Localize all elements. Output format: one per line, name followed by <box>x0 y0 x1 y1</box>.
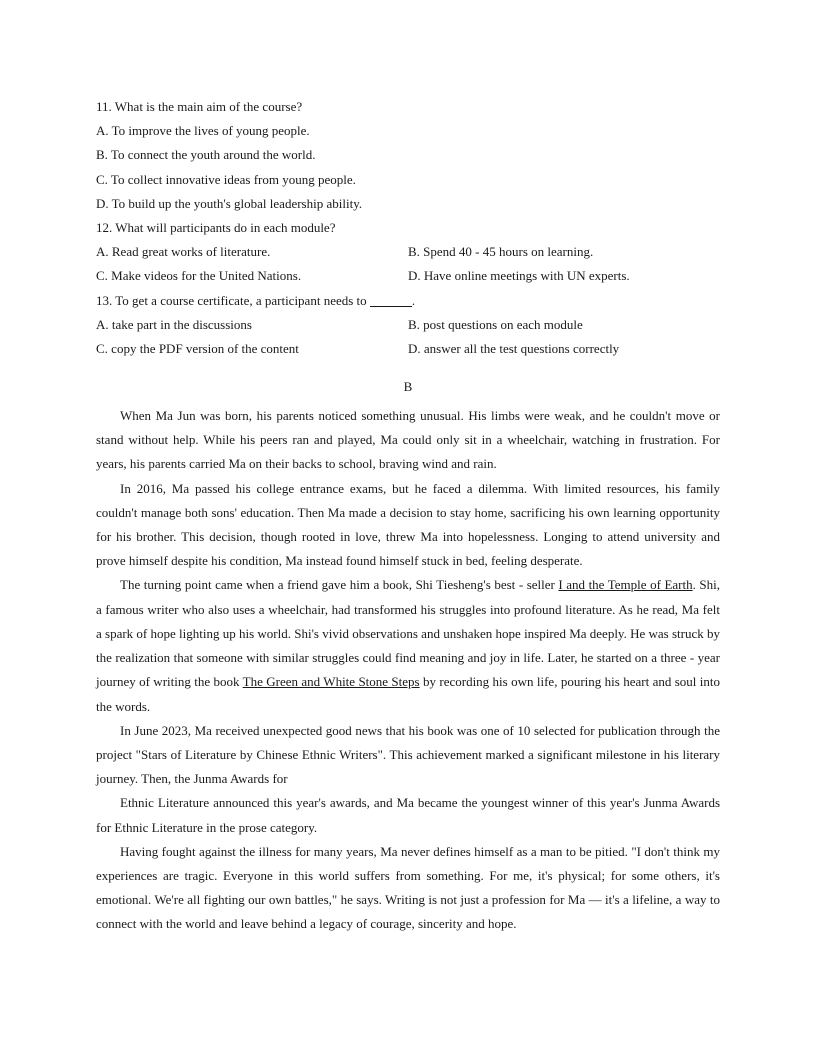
question-12-option-b: B. Spend 40 - 45 hours on learning. <box>408 244 594 260</box>
section-title: B <box>403 379 413 395</box>
question-12-options-row-1 <box>96 240 720 264</box>
passage-paragraph-5: Ethnic Literature announced this year's awards, and Ma became the youngest winner of this year's Junma Awards for Ethnic Literature in the prose category. <box>96 795 720 835</box>
paragraph-3-text-c: by recording his own life, pouring his heart and soul into the words. <box>96 674 720 714</box>
question-12-stem: 12. What will participants do in each module? <box>96 219 336 235</box>
passage-paragraph-3 <box>96 573 720 718</box>
question-13-option-c: C. copy the PDF version of the content <box>96 340 299 356</box>
question-13-options-row-2 <box>96 337 720 361</box>
answer-blank <box>370 292 412 307</box>
question-12-options-row-2 <box>96 264 720 288</box>
document-page <box>96 95 720 937</box>
book-title-green-white-stone-steps: The Green and White Stone Steps <box>242 674 420 690</box>
question-13-stem <box>96 289 720 313</box>
question-13-options-row-1 <box>96 313 720 337</box>
question-13-option-a: A. take part in the discussions <box>96 316 252 332</box>
question-11-option-b: B. To connect the youth around the world. <box>96 147 316 163</box>
paragraph-3-text-a: The turning point came when a friend gave him a book, Shi Tiesheng's best - seller <box>120 577 559 593</box>
question-11-option-a: A. To improve the lives of young people. <box>96 123 310 139</box>
question-12-option-d: D. Have online meetings with UN experts. <box>408 268 630 284</box>
passage-paragraph-4: In June 2023, Ma received unexpected good news that his book was one of 10 selected for publication through the project "Stars of Literature by Chinese Ethnic Writers". This achievement marked a significant milestone in his literary journey. Then, the Junma Awards for <box>96 722 720 787</box>
passage-paragraph-1: When Ma Jun was born, his parents noticed something unusual. His limbs were weak, and he couldn't move or stand without help. While his peers ran and played, Ma could only sit in a wheelchair, watching in frustration. For years, his parents carried Ma on their backs to school, braving wind and rain. <box>96 408 720 472</box>
question-11-option-d: D. To build up the youth's global leadership ability. <box>96 195 363 211</box>
question-13-stem-text: 13. To get a course certificate, a participant needs to <box>96 292 367 308</box>
question-13-stem-period: . <box>411 292 416 308</box>
book-title-temple-of-earth: I and the Temple of Earth <box>558 577 693 593</box>
paragraph-3-text-b: . Shi, a famous writer who also uses a wheelchair, had transformed his struggles into profound literature. As he read, Ma felt a spark of hope lighting up his world. Shi's vivid observations and unshaken hope inspired Ma deeply. He was struck by the realization that someone with similar struggles could find meaning and joy in life. Later, he started on a three - year journey of writing the book <box>96 577 720 690</box>
question-13-option-d: D. answer all the test questions correctly <box>408 340 620 356</box>
question-11-option-c: C. To collect innovative ideas from young people. <box>96 171 356 187</box>
passage-paragraph-2: In 2016, Ma passed his college entrance exams, but he faced a dilemma. With limited resources, his family couldn't manage both sons' education. Then Ma made a decision to stay home, sacrificing his own learning opportunity for his brother. This decision, though rooted in love, threw Ma into hopelessness. Longing to attend university and prove himself despite his condition, Ma instead found himself stuck in bed, feeling desperate. <box>96 480 720 569</box>
question-12-option-c: C. Make videos for the United Nations. <box>96 268 302 284</box>
question-11-stem: 11. What is the main aim of the course? <box>96 99 303 114</box>
passage-paragraph-6: Having fought against the illness for many years, Ma never defines himself as a man to be pitied. "I don't think my experiences are tragic. Everyone in this world suffers from something. For me, it's physical; for some others, it's emotional. We're all fighting our own battles," he says. Writing is not just a profession for Ma — it's a lifeline, a way to connect with the world and leave behind a legacy of courage, sincerity and hope. <box>96 843 720 932</box>
question-13-option-b: B. post questions on each module <box>408 316 583 332</box>
question-12-option-a: A. Read great works of literature. <box>96 244 271 260</box>
